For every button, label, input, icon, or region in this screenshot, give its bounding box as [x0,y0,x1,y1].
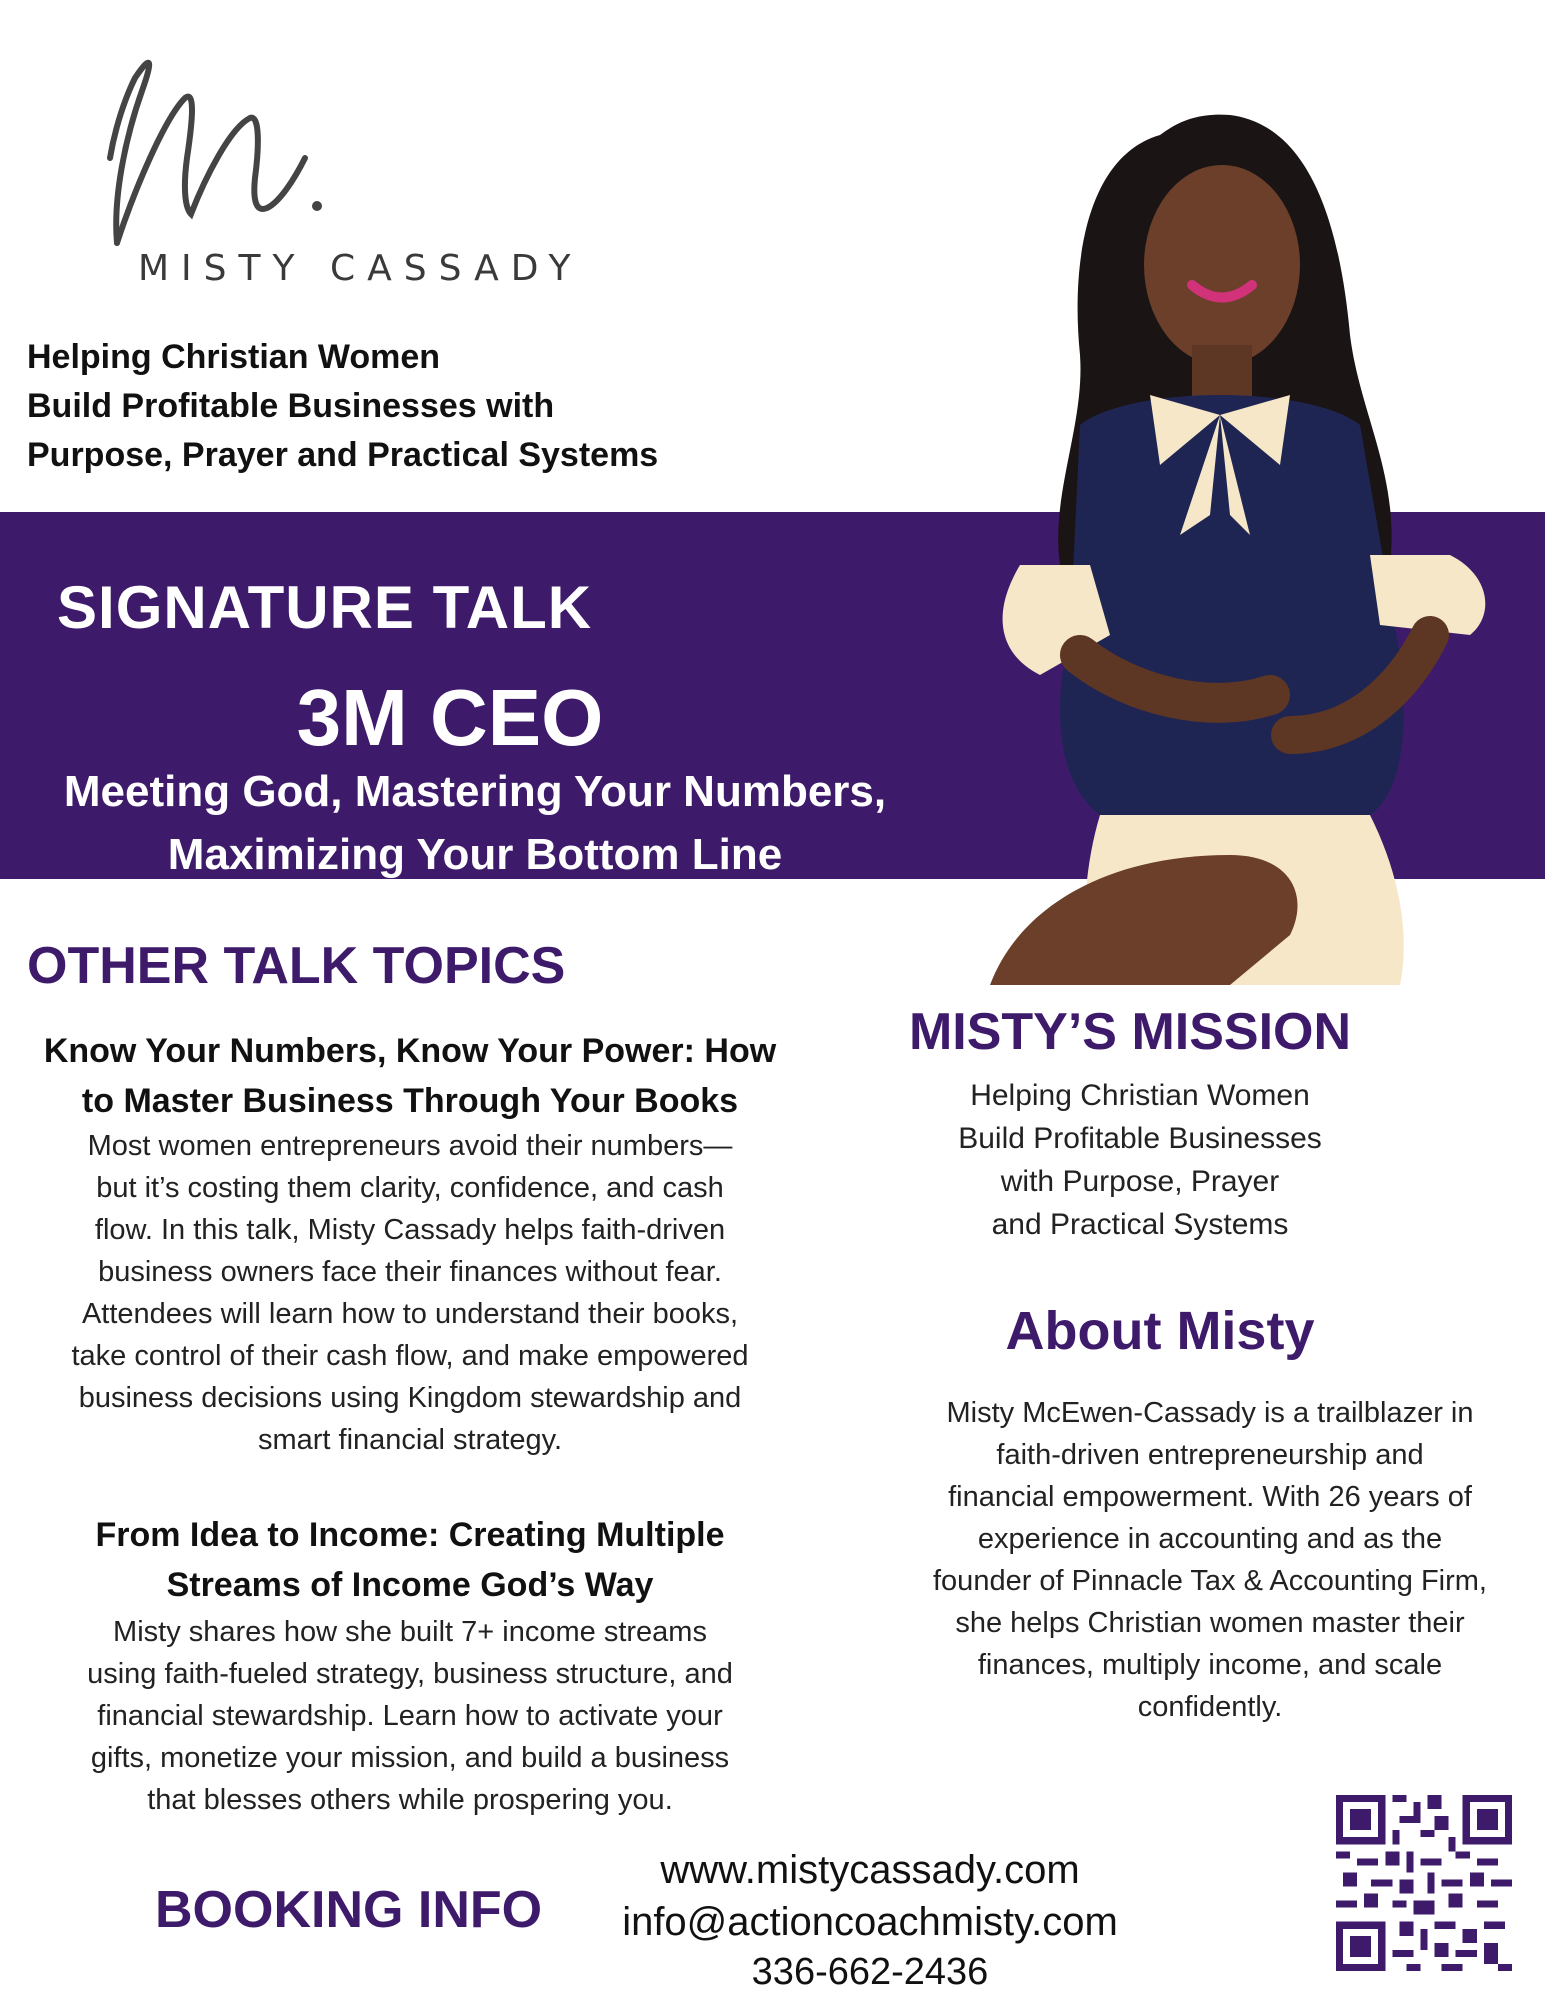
topic-body-line: using faith-fueled strategy, business structure, and [87,1658,733,1690]
phone-number[interactable]: 336-662-2436 [751,1951,989,1993]
mission-line: Build Profitable Businesses [958,1122,1322,1155]
brand-name: MISTY CASSADY [138,248,583,289]
topic-body-line: business owners face their finances without fear. [98,1256,722,1288]
about-line: experience in accounting and as the [977,1523,1443,1555]
topic-title [15,1510,805,1610]
topic-body-line: that blesses others while prospering you. [147,1784,673,1816]
topic-title [15,1026,805,1126]
m-script-logo-icon [55,18,375,258]
mission-line: and Practical Systems [991,1208,1289,1241]
tagline-line: Build Profitable Businesses with [27,387,555,425]
topic-body-line: gifts, monetize your mission, and build a business [90,1742,730,1774]
about-line: Misty McEwen-Cassady is a trailblazer in [946,1397,1474,1429]
signature-talk-label: SIGNATURE TALK [57,574,593,641]
about-line: she helps Christian women master their [955,1607,1465,1639]
mission-line: Helping Christian Women [970,1079,1310,1112]
subtitle-line: Meeting God, Mastering Your Numbers, [63,767,887,816]
topic-body-line: Misty shares how she built 7+ income streams [113,1616,707,1648]
about-line: finances, multiply income, and scale [977,1649,1443,1681]
topic-title-line: From Idea to Income: Creating Multiple [95,1516,725,1554]
qr-code-icon[interactable] [1336,1795,1512,1971]
tagline-line: Purpose, Prayer and Practical Systems [27,436,659,474]
subtitle-line: Maximizing Your Bottom Line [167,830,783,879]
signature-talk-subtitle [0,760,950,886]
topic-body-line: but it’s costing them clarity, confidence, and cash [96,1172,724,1204]
tagline-line: Helping Christian Women [27,338,441,376]
mission-heading: MISTY’S MISSION [908,1003,1352,1061]
other-topics-heading: OTHER TALK TOPICS [27,937,566,995]
topic-body-line: financial stewardship. Learn how to activate your [97,1700,723,1732]
mission-body [870,1074,1410,1246]
topic-body [15,1125,805,1461]
mission-line: with Purpose, Prayer [1000,1165,1280,1198]
about-line: faith-driven entrepreneurship and [996,1439,1424,1471]
topic-body-line: Attendees will learn how to understand their books, [81,1298,739,1330]
topic-body-line: take control of their cash flow, and make empowered [71,1340,749,1372]
website-link[interactable]: www.mistycassady.com [660,1848,1080,1892]
email-link[interactable]: info@actioncoachmisty.com [622,1900,1118,1944]
topic-title-line: Know Your Numbers, Know Your Power: How [43,1032,777,1070]
tagline [27,333,747,480]
about-body [880,1392,1540,1728]
speaker-portrait [930,95,1530,985]
topic-body-line: Most women entrepreneurs avoid their numbers— [87,1130,733,1162]
about-line: confidently. [1137,1691,1283,1723]
topic-body-line: business decisions using Kingdom stewardship and [78,1382,742,1414]
about-line: founder of Pinnacle Tax & Accounting Firm, [933,1565,1487,1597]
topic-body-line: smart financial strategy. [257,1424,563,1456]
about-heading: About Misty [1005,1301,1315,1361]
topic-body-line: flow. In this talk, Misty Cassady helps faith-driven [94,1214,726,1246]
signature-talk-title: 3M CEO [296,673,604,762]
about-line: financial empowerment. With 26 years of [948,1481,1472,1513]
topic-body [15,1611,805,1821]
booking-heading: BOOKING INFO [155,1881,543,1939]
topic-title-line: to Master Business Through Your Books [81,1082,739,1120]
topic-title-line: Streams of Income God’s Way [166,1566,654,1604]
